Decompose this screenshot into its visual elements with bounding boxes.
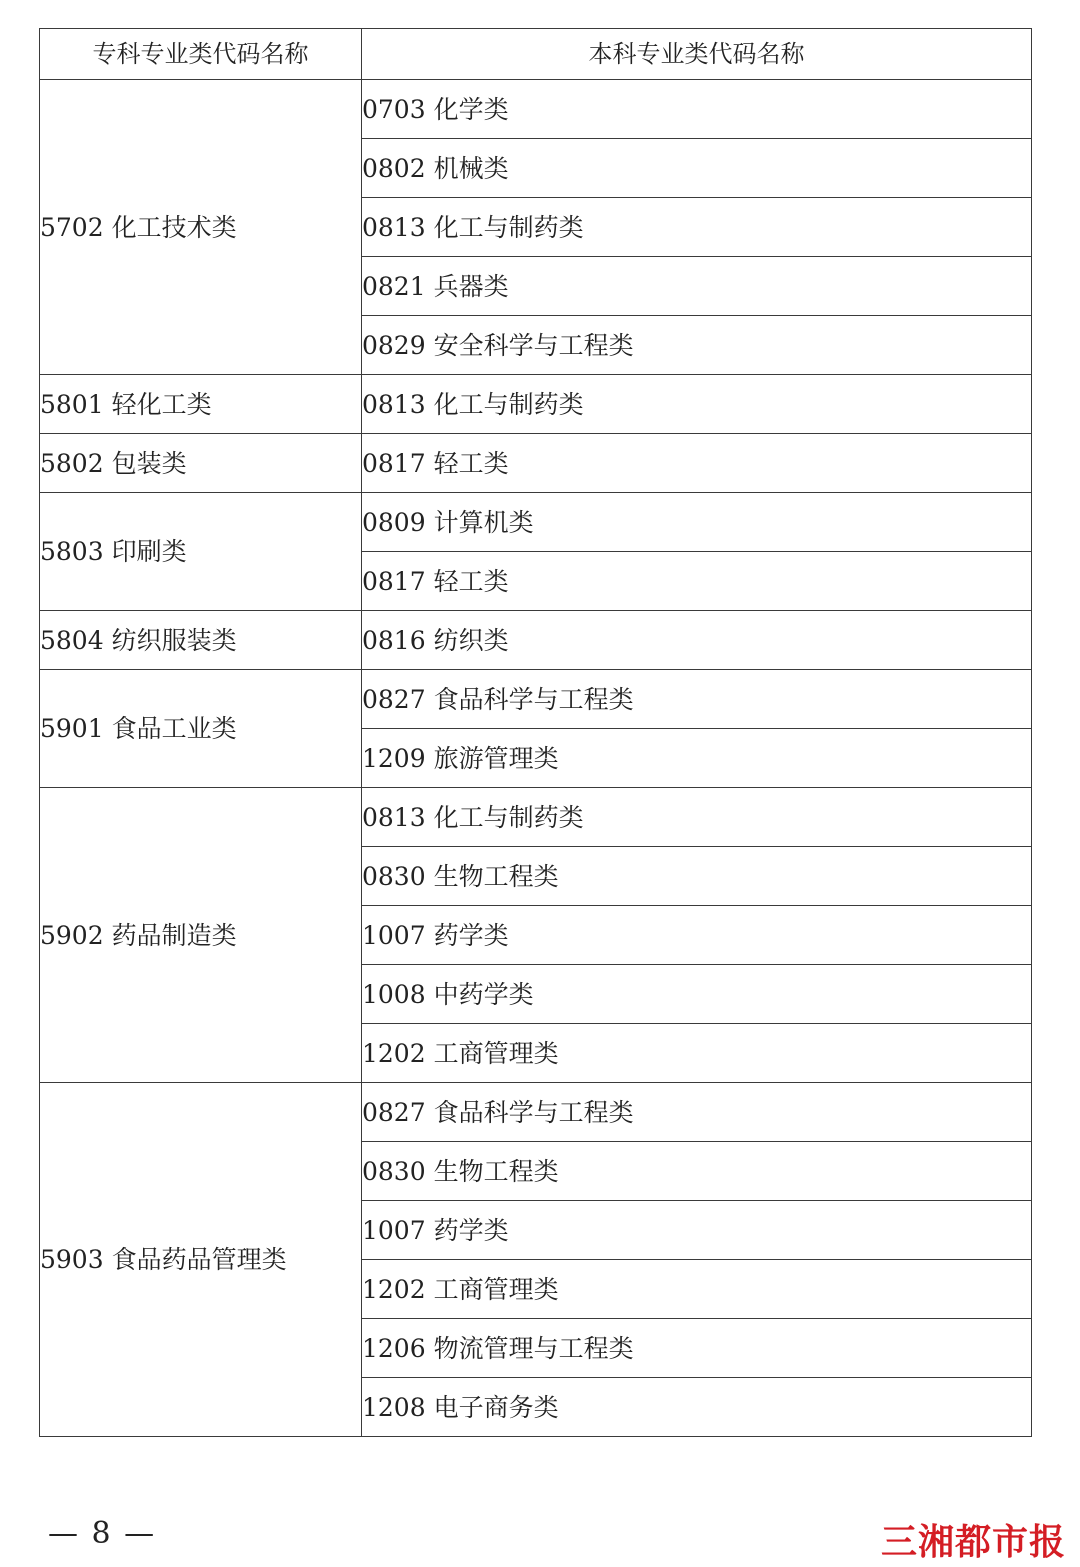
bachelor-major-cell: 0817 轻工类 [362,434,1032,493]
bachelor-major-cell: 0809 计算机类 [362,493,1032,552]
bachelor-major-cell: 0829 安全科学与工程类 [362,316,1032,375]
table-body [40,80,1032,1437]
bachelor-major-cell: 0816 纺织类 [362,611,1032,670]
page-number: — 8 — [48,1516,157,1551]
bachelor-major-cell: 1209 旅游管理类 [362,729,1032,788]
bachelor-major-cell: 1007 药学类 [362,1201,1032,1260]
associate-major-cell: 5803 印刷类 [40,493,362,611]
bachelor-major-cell: 0703 化学类 [362,80,1032,139]
bachelor-major-cell: 1007 药学类 [362,906,1032,965]
table-row [40,611,1032,670]
table-row [40,434,1032,493]
table-header-row [40,29,1032,80]
associate-major-cell: 5901 食品工业类 [40,670,362,788]
bachelor-major-cell: 1202 工商管理类 [362,1260,1032,1319]
table-row [40,1083,1032,1142]
bachelor-major-cell: 0817 轻工类 [362,552,1032,611]
bachelor-major-cell: 0830 生物工程类 [362,1142,1032,1201]
associate-major-cell: 5804 纺织服装类 [40,611,362,670]
associate-major-cell: 5802 包装类 [40,434,362,493]
associate-major-cell: 5702 化工技术类 [40,80,362,375]
bachelor-major-cell: 1008 中药学类 [362,965,1032,1024]
bachelor-major-cell: 1206 物流管理与工程类 [362,1319,1032,1378]
bachelor-major-cell: 0827 食品科学与工程类 [362,670,1032,729]
table-row [40,375,1032,434]
associate-major-cell: 5902 药品制造类 [40,788,362,1083]
table-row [40,670,1032,729]
bachelor-major-cell: 1208 电子商务类 [362,1378,1032,1437]
bachelor-major-cell: 0827 食品科学与工程类 [362,1083,1032,1142]
table-row [40,493,1032,552]
bachelor-major-cell: 0813 化工与制药类 [362,788,1032,847]
table-row [40,788,1032,847]
bachelor-major-cell: 0821 兵器类 [362,257,1032,316]
bachelor-major-cell: 0813 化工与制药类 [362,375,1032,434]
newspaper-logo: 三湘都市报 [880,1522,1066,1563]
bachelor-major-cell: 0802 机械类 [362,139,1032,198]
table-row [40,80,1032,139]
header-bachelor-major: 本科专业类代码名称 [362,29,1032,80]
major-mapping-table [39,28,1032,1437]
associate-major-cell: 5903 食品药品管理类 [40,1083,362,1437]
bachelor-major-cell: 0830 生物工程类 [362,847,1032,906]
associate-major-cell: 5801 轻化工类 [40,375,362,434]
header-associate-major: 专科专业类代码名称 [40,29,362,80]
bachelor-major-cell: 1202 工商管理类 [362,1024,1032,1083]
bachelor-major-cell: 0813 化工与制药类 [362,198,1032,257]
